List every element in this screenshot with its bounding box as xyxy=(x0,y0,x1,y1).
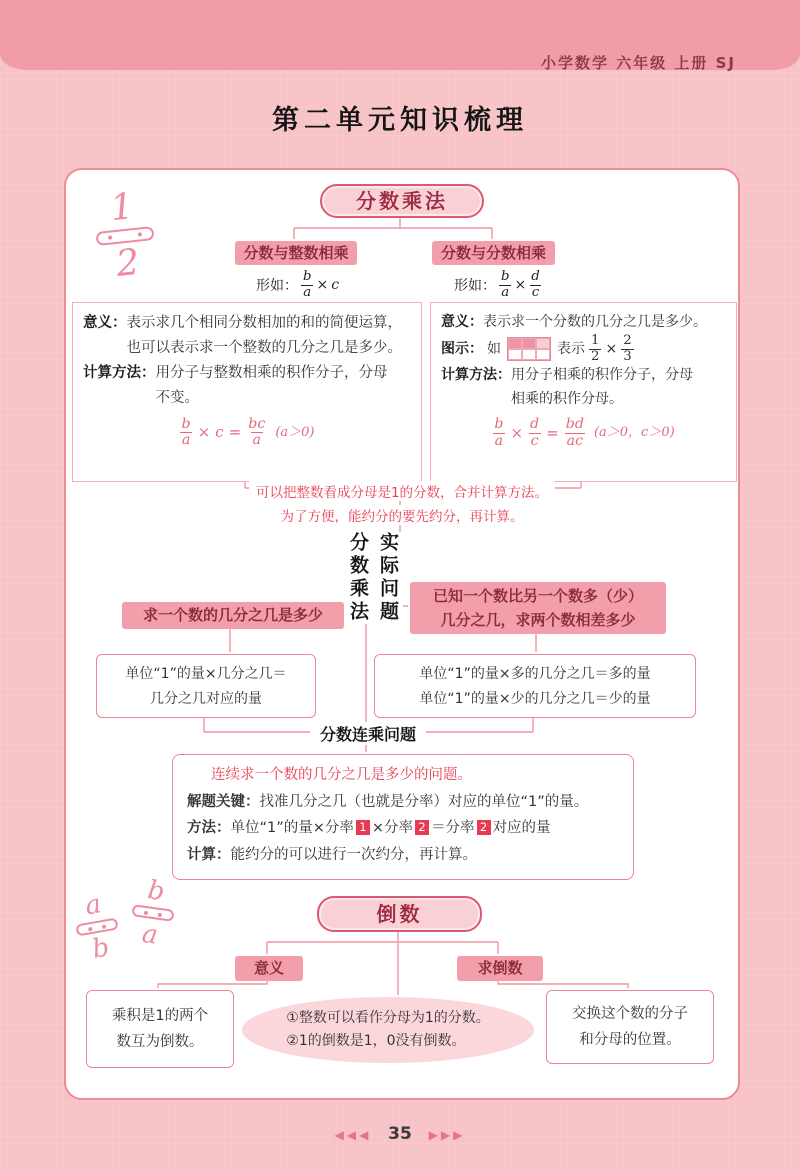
equals-sign: = xyxy=(228,423,242,442)
condition: (a＞0，c＞0) xyxy=(593,425,675,441)
find-line-2: 和分母的位置。 xyxy=(579,1032,681,1049)
chain-intro: 连续求一个数的几分之几是多少的问题。 xyxy=(211,767,472,783)
node-column-2: 实际问题 xyxy=(377,532,399,624)
chain-key-line: 解题关键：找准几分之几（也就是分率）对应的单位“1”的量。 xyxy=(187,793,589,810)
reciprocal-meaning-header: 意义 xyxy=(235,956,303,981)
integer-multiplication-formula xyxy=(83,417,411,449)
fraction-b-over-a: $\frac{b}{a}$ xyxy=(181,415,191,449)
integer-multiplication-detail-box xyxy=(72,302,422,482)
formula-line-2: 几分之几对应的量 xyxy=(150,690,262,707)
find-reciprocal-header: 求倒数 xyxy=(457,956,543,981)
unit-quantity-formula-box xyxy=(96,654,316,718)
red-note-unify-method: 可以把整数看成分母是1的分数，合并计算方法。 xyxy=(249,481,555,501)
find-line-1: 交换这个数的分子 xyxy=(572,1006,688,1022)
fraction-one-half: $\frac{1}{2}$ xyxy=(591,333,600,364)
chain-calc-line: 计算：能约分的可以进行一次约分，再计算。 xyxy=(187,846,477,863)
chain-method-line: 方法：单位“1”的量×分率 1 ×分率 2 ＝分率 2 对应的量 xyxy=(187,820,551,837)
diagram-label: 图示： xyxy=(441,340,483,357)
reciprocal-note-ellipse xyxy=(242,997,534,1063)
chain-multiplication-box xyxy=(172,754,634,880)
meaning-line-2: 也可以表示求一个整数的几分之几是多少。 xyxy=(126,339,402,356)
compare-difference-header xyxy=(410,582,666,634)
method-label: 计算方法： xyxy=(441,367,511,384)
header-line-2: 几分之几，求两个数相差多少 xyxy=(440,611,636,629)
diagram-line: 图示： 如 表示 $\frac{1}{2}$ × $\frac{2}{3}$ xyxy=(441,333,632,364)
multiply-sign: × xyxy=(514,277,527,293)
fraction-form-expression xyxy=(454,268,542,302)
method-line: 计算方法：用分子与整数相乘的积作分子，分母 xyxy=(83,364,388,381)
fraction-multiplication-detail-box xyxy=(430,302,737,482)
form-label: 形如： xyxy=(256,278,298,294)
meaning-line: 意义：表示求一个分数的几分之几是多少。 xyxy=(441,314,707,330)
fraction-grid-illustration xyxy=(507,337,551,361)
fraction-times-fraction-header: 分数与分数相乘 xyxy=(432,241,555,265)
find-fraction-of-number-header: 求一个数的几分之几是多少 xyxy=(122,602,344,629)
multiply-sign: × xyxy=(197,423,211,442)
page-number: 35 xyxy=(388,1124,412,1144)
fraction-multiplication-formula xyxy=(441,417,726,449)
find-reciprocal-box xyxy=(546,990,714,1064)
decoration-denominator: a xyxy=(140,918,160,951)
fraction-d-over-c: $\frac{d}{c}$ xyxy=(530,415,540,449)
formula-line-1: 单位“1”的量×多的几分之几＝多的量 xyxy=(419,666,651,682)
decoration-numerator: a xyxy=(82,889,104,922)
right-arrows-icon: ▶▶▶ xyxy=(428,1128,466,1142)
equals-sign: = xyxy=(546,423,559,442)
page-footer xyxy=(0,1124,800,1144)
page-title: 第二单元知识梳理 xyxy=(272,105,528,136)
fraction-d-over-c: $\frac{d}{c}$ xyxy=(531,268,540,300)
method-line: 计算方法：用分子相乘的积作分子，分母 xyxy=(441,367,693,384)
decoration-fraction-one-half xyxy=(91,187,158,285)
meaning-label: 意义： xyxy=(83,315,127,331)
fraction-bd-over-ac: $\frac{bd}{ac}$ xyxy=(565,415,584,449)
fraction-b-over-a: $\frac{b}{a}$ xyxy=(501,268,510,300)
factor-c: c xyxy=(331,277,340,293)
fraction-two-thirds: $\frac{2}{3}$ xyxy=(623,333,632,364)
reciprocal-notes xyxy=(286,1007,489,1053)
multiply-sign: × xyxy=(510,423,524,442)
decoration-numerator: 1 xyxy=(108,186,136,230)
integer-form-expression xyxy=(256,268,339,302)
fraction-bc-over-a: $\frac{bc}{a}$ xyxy=(248,415,266,449)
rate-badge-2b: 2 xyxy=(477,820,491,835)
fraction-b-over-a: $\frac{b}{a}$ xyxy=(303,268,312,300)
multiply-sign: × xyxy=(605,340,618,357)
note-line-2: ②1的倒数是1，0没有倒数。 xyxy=(286,1033,466,1049)
left-arrows-icon: ◀◀◀ xyxy=(334,1128,372,1142)
decoration-numerator: b xyxy=(145,875,167,908)
meaning-label: 意义： xyxy=(441,314,483,330)
reciprocal-meaning-box xyxy=(86,990,234,1068)
edition-info: 小学数学 六年级 上册 SJ xyxy=(540,54,736,72)
meaning-line-2: 数互为倒数。 xyxy=(116,1034,204,1051)
more-less-formula-box xyxy=(374,654,696,718)
key-label: 解题关键： xyxy=(187,793,260,810)
rate-badge-1: 1 xyxy=(356,820,370,835)
red-note-simplify-first: 为了方便，能约分的要先约分，再计算。 xyxy=(274,505,531,525)
fraction-b-over-a: $\frac{b}{a}$ xyxy=(494,415,504,449)
calc-label: 计算： xyxy=(187,846,231,863)
method-line-2: 不变。 xyxy=(155,389,199,406)
factor-c: c xyxy=(215,423,224,442)
fraction-times-integer-header: 分数与整数相乘 xyxy=(235,241,357,265)
chain-multiplication-label: 分数连乘问题 xyxy=(310,722,426,745)
fraction-multiplication-banner: 分数乘法 xyxy=(320,184,484,218)
note-line-1: ①整数可以看作分母为1的分数。 xyxy=(286,1009,490,1026)
meaning-line-1: 乘积是1的两个 xyxy=(111,1008,209,1024)
formula-line-2: 单位“1”的量×少的几分之几＝少的量 xyxy=(419,690,651,707)
method-label: 方法： xyxy=(187,820,231,837)
decoration-denominator: 2 xyxy=(114,241,142,285)
form-label: 形如： xyxy=(454,278,496,294)
header-line-1: 已知一个数比另一个数多（少） xyxy=(432,587,643,605)
method-label: 计算方法： xyxy=(83,364,156,381)
node-column-1: 分数乘法 xyxy=(347,532,369,624)
method-line-2: 相乘的积作分母。 xyxy=(511,390,623,407)
rate-badge-2: 2 xyxy=(415,820,429,835)
practical-problems-node xyxy=(344,532,403,624)
reciprocal-banner: 倒数 xyxy=(317,896,482,932)
decoration-denominator: b xyxy=(90,932,112,965)
formula-line-1: 单位“1”的量×几分之几＝ xyxy=(125,666,287,682)
content-panel xyxy=(64,168,740,1100)
condition: (a＞0) xyxy=(275,424,315,440)
multiply-sign: × xyxy=(316,277,329,293)
meaning-line: 意义：表示求几个相同分数相加的和的简便运算， xyxy=(83,315,402,331)
